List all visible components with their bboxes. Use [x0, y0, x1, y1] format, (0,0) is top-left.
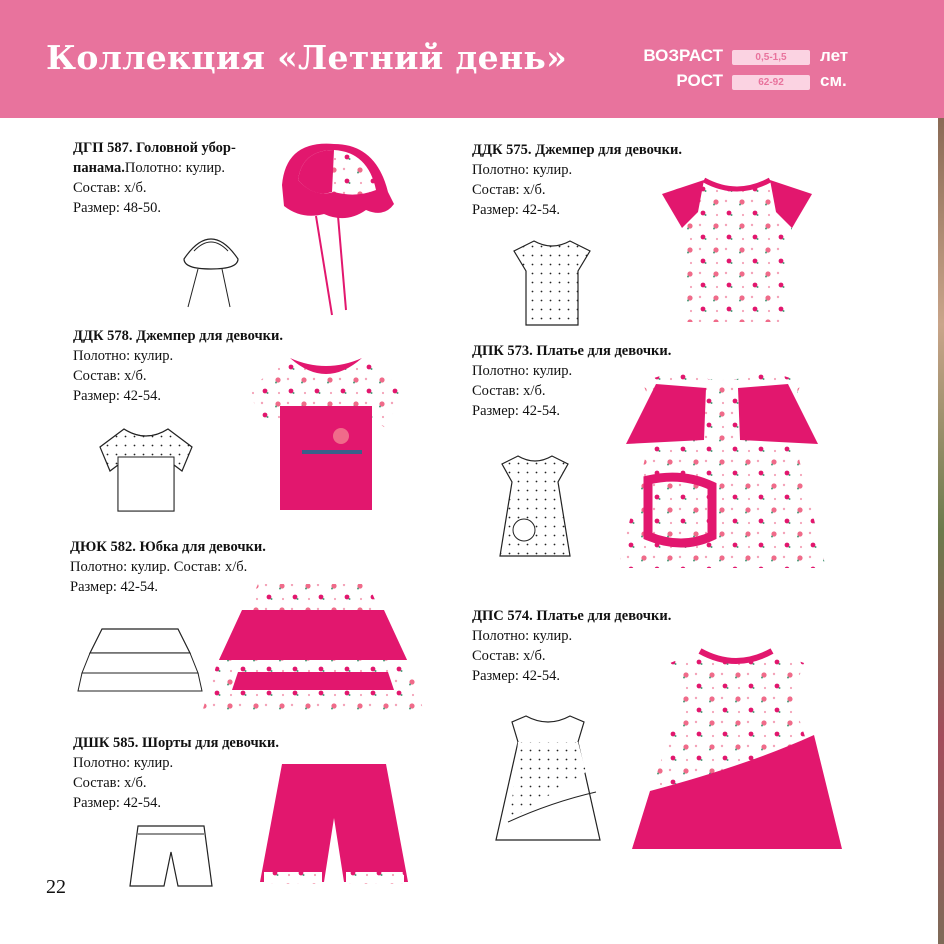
item-composition: Состав: х/б.: [73, 180, 147, 196]
item-name: ДГП 587. Головной убор-: [73, 140, 236, 156]
header-banner: [0, 0, 944, 118]
item-fabric: Полотно: кулир.: [124, 160, 226, 176]
skirt-photo: [198, 580, 426, 720]
item-size: Размер: 42-54.: [70, 579, 158, 595]
panama-photo: [276, 140, 400, 320]
shorts-photo: [256, 760, 412, 892]
item-fabric: Полотно: кулир.: [472, 363, 573, 379]
item-name: ДПС 574. Платье для девочки.: [472, 608, 672, 624]
age-spec: [620, 46, 920, 68]
page-title: Коллекция «Летний день»: [46, 38, 568, 77]
jumper-578-photo: [246, 350, 406, 512]
age-label: ВОЗРАСТ: [643, 46, 723, 65]
item-name-cont: панама.: [73, 160, 125, 176]
jumper-578-sketch: [96, 425, 196, 515]
height-value: 62-92: [732, 75, 810, 90]
dress-574-photo: [628, 645, 846, 853]
item-composition: Состав: х/б.: [472, 383, 546, 399]
item-size: Размер: 42-54.: [472, 668, 560, 684]
item-composition: Состав: х/б.: [472, 648, 546, 664]
item-fabric: Полотно: кулир.: [73, 348, 174, 364]
item-fabric: Полотно: кулир.: [73, 755, 174, 771]
item-composition: Состав: х/б.: [73, 775, 147, 791]
panama-sketch: [176, 225, 246, 315]
item-composition: Состав: х/б.: [472, 182, 546, 198]
item-name: ДДК 578. Джемпер для девочки.: [73, 328, 284, 344]
page-number: 22: [46, 876, 66, 898]
item-ddk575-text: [472, 140, 682, 220]
dress-573-photo: [612, 360, 832, 572]
item-size: Размер: 48-50.: [73, 200, 161, 216]
item-name: ДШК 585. Шорты для девочки.: [73, 735, 279, 751]
jumper-575-photo: [658, 172, 816, 328]
dress-573-sketch: [498, 452, 572, 560]
item-fabric: Полотно: кулир. Состав: х/б.: [70, 559, 248, 575]
shorts-sketch: [128, 822, 214, 892]
item-fabric: Полотно: кулир.: [472, 628, 573, 644]
item-dgp587-text: [73, 138, 236, 218]
item-composition: Состав: х/б.: [73, 368, 147, 384]
age-value: 0,5-1,5: [732, 50, 810, 65]
item-size: Размер: 42-54.: [472, 202, 560, 218]
height-spec: [620, 71, 920, 93]
item-size: Размер: 42-54.: [472, 403, 560, 419]
dress-574-sketch: [492, 712, 604, 844]
item-name: ДЮК 582. Юбка для девочки.: [70, 539, 266, 555]
height-unit: см.: [820, 71, 847, 90]
skirt-sketch: [76, 625, 204, 695]
item-name: ДПК 573. Платье для девочки.: [472, 343, 672, 359]
item-name: ДДК 575. Джемпер для девочки.: [472, 142, 683, 158]
photo-edge-strip: [938, 118, 944, 944]
jumper-575-sketch: [512, 235, 592, 330]
item-size: Размер: 42-54.: [73, 795, 161, 811]
height-label: РОСТ: [676, 71, 723, 90]
item-fabric: Полотно: кулир.: [472, 162, 573, 178]
age-unit: лет: [820, 46, 849, 65]
item-size: Размер: 42-54.: [73, 388, 161, 404]
item-dshk585-text: [73, 733, 279, 813]
